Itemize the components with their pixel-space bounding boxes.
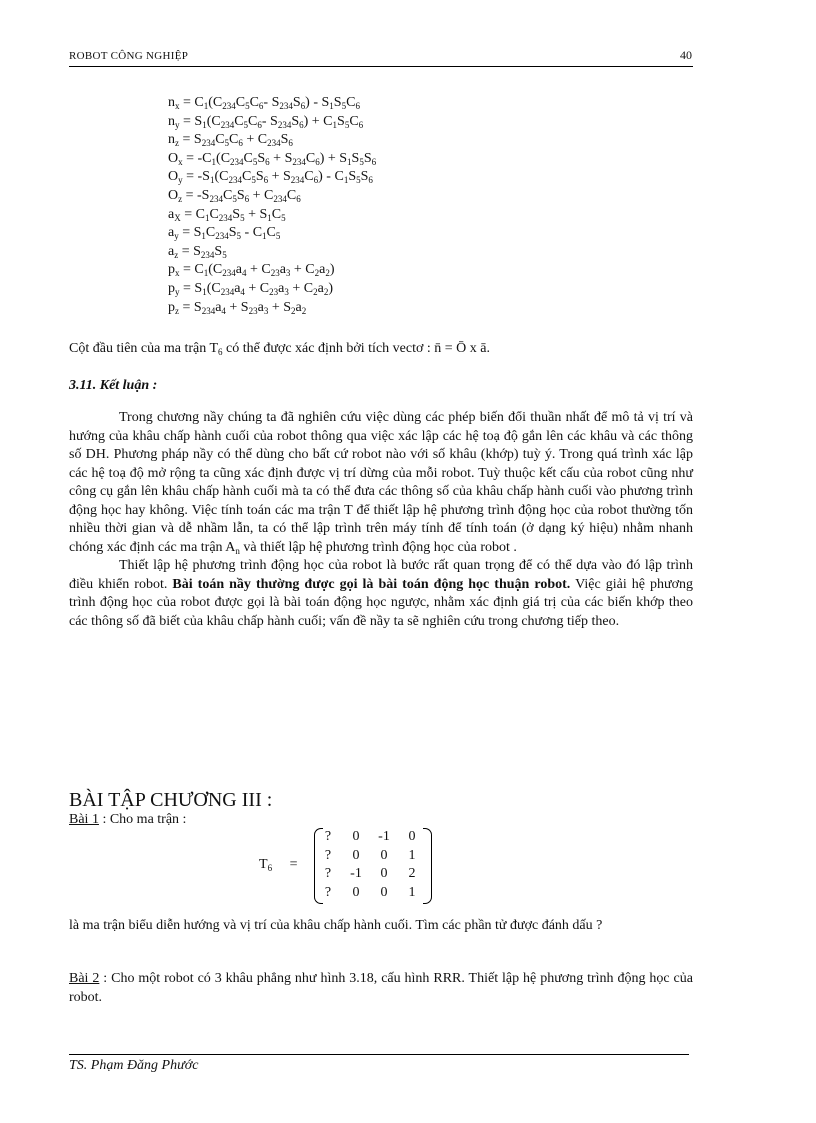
equation-segment: 2 — [301, 305, 307, 316]
equation-segment: 1 — [343, 175, 349, 186]
exercise-1-question: là ma trận biểu diễn hướng và vị trí của khâu chấp hành cuối. Tìm các phần tử được đánh dấu ? — [69, 918, 603, 933]
equation-segment: p — [168, 280, 175, 296]
p2-bold: Bài toán nầy thường được gọi là bài toán động học thuận robot. — [172, 576, 571, 592]
matrix-t6 — [314, 828, 432, 904]
equation-segment: y — [175, 286, 180, 297]
equation-segment: C — [266, 225, 276, 241]
equation-segment: = -C — [182, 150, 212, 166]
equation-segment: 1 — [204, 212, 210, 223]
equation-segment: 234 — [230, 156, 244, 167]
matrix-cell: -1 — [350, 866, 362, 881]
equation-segment: z — [175, 305, 179, 316]
equation-segment: a — [215, 299, 222, 315]
equation-segment: S — [363, 150, 372, 166]
equation-segment: O — [168, 150, 179, 166]
equation-segment: C — [241, 169, 252, 185]
equation-segment: a — [168, 243, 175, 259]
equation-line — [168, 150, 376, 169]
header-rule — [69, 66, 693, 67]
equation-line — [168, 94, 376, 113]
equation-segment: 5 — [359, 156, 364, 167]
equation-segment: + C — [288, 280, 314, 296]
p1-text-b: và thiết lập hệ phương trình động học của robot . — [239, 539, 517, 555]
equation-segment: C — [346, 95, 356, 110]
exercise-1-intro — [69, 812, 186, 828]
equation-segment: + S — [225, 299, 249, 315]
equation-segment: 5 — [275, 231, 281, 242]
equation-segment: S — [348, 169, 357, 185]
equation-line — [168, 113, 376, 132]
first-column-sub: 6 — [218, 347, 223, 357]
equation-segment: + C — [244, 280, 270, 296]
equation-segment: O — [168, 169, 179, 185]
matrix-cell: 1 — [408, 884, 416, 900]
equation-segment: S — [232, 206, 241, 222]
conclusion-body — [69, 409, 693, 631]
equation-segment: = C — [179, 262, 204, 278]
page-number: 40 — [680, 48, 692, 62]
matrix-cell: 0 — [352, 884, 360, 900]
equation-segment: ) - S — [305, 95, 330, 110]
equation-segment: (C — [208, 262, 223, 278]
equation-segment: 6 — [238, 138, 243, 149]
equation-segment: 6 — [257, 119, 262, 130]
equation-segment: ) — [329, 262, 335, 278]
equation-segment: 6 — [358, 119, 364, 130]
equation-segment: S — [360, 169, 369, 185]
equation-segment: S — [257, 150, 266, 166]
equation-segment: S — [228, 225, 237, 241]
equation-segment: 5 — [344, 119, 350, 130]
equation-segment: 1 — [203, 101, 209, 111]
equation-segment: 5 — [341, 101, 347, 111]
matrix-cell: ? — [324, 866, 332, 881]
kinematic-equations — [168, 94, 376, 317]
equation-segment: + C — [246, 262, 271, 278]
equation-segment: S — [351, 150, 360, 166]
equation-segment: 1 — [332, 119, 338, 130]
equation-segment: 2 — [323, 286, 329, 297]
equation-segment: = C — [180, 206, 205, 222]
running-header-title: ROBOT CÔNG NGHIỆP — [69, 50, 189, 62]
equation-segment: C — [248, 113, 258, 129]
equation-segment: + S — [268, 169, 291, 185]
equation-segment: C — [249, 95, 259, 110]
equation-segment: 234 — [222, 268, 236, 279]
equation-segment: x — [175, 268, 180, 279]
equation-segment: 6 — [368, 175, 373, 186]
equation-segment: 234 — [222, 101, 236, 111]
equation-segment: 234 — [228, 175, 242, 186]
equation-segment: a — [278, 280, 285, 296]
equation-segment: C — [271, 206, 282, 222]
equation-segment: 6 — [300, 101, 306, 111]
equation-segment: ) + C — [303, 113, 333, 129]
equation-segment: 2 — [314, 268, 320, 279]
equation-line — [168, 206, 376, 225]
matrix-cell: ? — [324, 884, 332, 900]
equation-segment: S — [337, 113, 345, 129]
equation-segment: 5 — [281, 212, 286, 223]
equation-segment: 23 — [270, 268, 280, 279]
equation-segment: + C — [249, 187, 274, 203]
equation-segment: 234 — [218, 212, 233, 223]
equation-segment: 6 — [263, 175, 269, 186]
matrix-sub: 6 — [267, 863, 273, 873]
equation-segment: 2 — [325, 268, 330, 279]
equation-segment: C — [205, 225, 216, 241]
equation-segment: 2 — [291, 305, 296, 316]
equation-segment: ) — [328, 280, 333, 296]
exercise-1-text: : Cho ma trận : — [98, 812, 187, 827]
equation-segment: + S — [244, 206, 268, 222]
matrix-cell: 0 — [380, 847, 388, 863]
equation-segment: + C — [290, 262, 315, 278]
homework-title: BÀI TẬP CHƯƠNG III : — [69, 789, 273, 811]
equation-segment: C — [304, 169, 314, 185]
equation-segment: 4 — [221, 305, 226, 316]
equation-segment: 1 — [329, 101, 334, 111]
equation-segment: (C — [206, 280, 221, 296]
exercise-2-label: Bài 2 — [69, 971, 100, 986]
p2-text-a: Thiết lập hệ phương trình động học của robot là bước rất quan trọng để có thể dựa vào đó lập trình điều khiển robot. — [69, 558, 693, 592]
equation-segment: a — [168, 225, 175, 241]
equation-segment: 1 — [201, 231, 206, 242]
equation-segment: S — [333, 95, 342, 110]
matrix-right-bracket — [423, 828, 432, 904]
equation-line — [168, 243, 376, 262]
footer-author: TS. Phạm Đăng Phước — [69, 1058, 199, 1073]
equation-segment: O — [168, 187, 179, 203]
equation-segment: C — [234, 113, 244, 129]
equation-segment: 3 — [263, 305, 269, 316]
equation-segment: S — [280, 132, 289, 148]
equation-segment: z — [178, 193, 183, 204]
equation-line — [168, 131, 376, 150]
equation-segment: 1 — [211, 156, 217, 167]
equation-segment: + S — [268, 299, 291, 315]
equation-segment: = S — [179, 299, 202, 315]
equation-segment: 5 — [224, 138, 230, 149]
equation-line — [168, 187, 376, 206]
equation-segment: 1 — [209, 175, 215, 186]
equation-segment: p — [168, 299, 175, 315]
equation-segment: y — [174, 231, 179, 242]
equation-segment: 6 — [355, 101, 360, 111]
p1-sub: n — [235, 545, 240, 556]
equation-segment: 234 — [200, 249, 215, 260]
equation-segment: 6 — [299, 119, 304, 130]
equation-segment: = -S — [182, 187, 210, 203]
equation-segment: 6 — [265, 156, 270, 167]
equation-segment: 6 — [313, 175, 319, 186]
equation-segment: 6 — [315, 156, 320, 167]
equation-segment: a — [168, 206, 175, 222]
equation-segment: 3 — [285, 268, 291, 279]
equation-segment: + S — [269, 150, 293, 166]
equation-segment: (C — [214, 169, 229, 185]
conclusion-paragraph-1 — [69, 409, 693, 557]
matrix-cell: ? — [324, 829, 332, 844]
equation-segment: 1 — [202, 119, 207, 130]
equation-segment: 5 — [252, 156, 258, 167]
equation-segment: 6 — [258, 101, 264, 111]
equation-segment: 5 — [251, 175, 256, 186]
equation-line — [168, 168, 376, 187]
equation-segment: - C — [241, 225, 263, 241]
equation-segment: z — [174, 249, 179, 260]
equation-segment: 6 — [371, 156, 377, 167]
equation-segment: = S — [179, 132, 202, 148]
equation-segment: 1 — [202, 286, 207, 297]
equation-segment: a — [257, 299, 264, 315]
equation-segment: 1 — [347, 156, 352, 167]
conclusion-paragraph-2 — [69, 557, 693, 631]
equation-segment: = S — [179, 113, 203, 129]
equation-segment: S — [214, 243, 223, 259]
equation-segment: 4 — [240, 286, 245, 297]
equation-segment: C — [229, 132, 239, 148]
equation-segment: = S — [179, 280, 203, 296]
equation-segment: (C — [216, 150, 231, 166]
equation-segment: = -S — [182, 169, 210, 185]
matrix-cell: 0 — [352, 829, 360, 844]
equation-segment: 6 — [244, 193, 250, 204]
equation-segment: S — [236, 187, 245, 203]
p1-text-a: Trong chương nầy chúng ta đã nghiên cứu việc dùng các phép biến đổi thuần nhất để mô tả vị trí và hướng của khâu chấp hành cuối của robot thông qua việc xác lập các hệ toạ độ gắn lên các khâu và các thông số DH. Phương pháp nầy có thể dùng cho bất cứ robot nào với số khâu (khớp) tuỳ ý. Trong quá trình xác lập các hệ toạ độ mở rộng ta cũng xác định được vị trí dừng của mỗi robot. Tuỳ thuộc kết cấu của robot cũng như công cụ gắn lên khâu chấp hành cuối mà ta có thể đưa các thông số của khâu chấp hành cuối vào phương trình động học hay không. Việc tính toán các ma trận T để thiết lập hệ phương trình động học của robot thường tốn nhiều thời gian và dễ nhầm lẫn, ta có thể lập trình trên máy tính để tính toán (ở dạng ký hiệu) nhằm nhanh chóng xác định các ma trận A — [69, 410, 693, 555]
equation-segment: 234 — [277, 119, 292, 130]
equation-segment: C — [349, 113, 359, 129]
equation-segment: y — [178, 175, 183, 186]
first-column-text-before: Cột đầu tiên của ma trận T — [69, 341, 219, 356]
equation-segment: 5 — [236, 231, 242, 242]
equation-segment: z — [175, 138, 179, 149]
equation-segment: 234 — [215, 231, 229, 242]
equation-segment: y — [175, 119, 180, 130]
equation-segment: (C — [206, 113, 221, 129]
equation-segment: - S — [261, 113, 278, 129]
equation-segment: 234 — [201, 138, 216, 149]
equation-segment: 234 — [267, 138, 281, 149]
equation-segment: 234 — [220, 286, 235, 297]
section-heading: 3.11. Kết luận : — [69, 378, 158, 393]
footer-rule — [69, 1054, 689, 1055]
equation-segment: C — [235, 95, 246, 110]
matrix-equals: = — [289, 857, 298, 872]
equation-segment: = S — [178, 243, 201, 259]
equation-line — [168, 224, 376, 243]
equation-segment: (C — [208, 95, 223, 110]
equation-segment: p — [168, 262, 175, 278]
equation-segment: 4 — [241, 268, 247, 279]
equation-segment: a — [235, 262, 242, 278]
equation-segment: 23 — [248, 305, 258, 316]
equation-segment: x — [178, 156, 183, 167]
equation-segment: S — [255, 169, 264, 185]
equation-segment: 234 — [292, 156, 306, 167]
equation-line — [168, 299, 376, 318]
matrix-cell: 1 — [408, 847, 416, 863]
equation-segment: 234 — [201, 305, 216, 316]
equation-segment: 234 — [209, 193, 223, 204]
matrix-cell: 0 — [380, 884, 388, 900]
equation-segment: 234 — [279, 101, 293, 111]
exercise-2 — [69, 970, 693, 1007]
exercise-2-text: : Cho một robot có 3 khâu phẳng như hình 3.18, cấu hình RRR. Thiết lập hệ phương trình động học của robot. — [69, 971, 693, 1005]
equation-segment: a — [234, 280, 241, 296]
equation-segment: C — [222, 187, 233, 203]
matrix-cell: 0 — [352, 847, 360, 863]
equation-segment: 5 — [232, 193, 237, 204]
equation-segment: C — [286, 187, 297, 203]
equation-segment: 5 — [356, 175, 361, 186]
equation-segment: 23 — [269, 286, 279, 297]
equation-segment: = C — [179, 95, 204, 110]
equation-segment: 1 — [267, 212, 272, 223]
equation-segment: - S — [263, 95, 280, 110]
equation-segment: ) + S — [319, 150, 348, 166]
equation-segment: 234 — [220, 119, 235, 130]
equation-segment: + C — [242, 132, 268, 148]
equation-segment: n — [168, 132, 175, 148]
equation-segment: 5 — [240, 212, 245, 223]
equation-line — [168, 261, 376, 280]
equation-segment: a — [317, 280, 324, 296]
equation-segment: a — [279, 262, 286, 278]
equation-segment: C — [209, 206, 219, 222]
equation-segment: 1 — [262, 231, 267, 242]
matrix-cell: ? — [324, 847, 332, 863]
equation-segment: a — [319, 262, 326, 278]
equation-segment: 6 — [296, 193, 301, 204]
equation-segment: C — [305, 150, 316, 166]
equation-segment: 2 — [313, 286, 318, 297]
exercise-1-label: Bài 1 — [69, 812, 99, 827]
first-column-text-after: có thể được xác định bởi tích vectơ : n̄ = Ō x ā. — [222, 341, 490, 356]
equation-segment: x — [175, 101, 180, 111]
equation-segment: = S — [178, 225, 202, 241]
equation-segment: 5 — [222, 249, 227, 260]
equation-line — [168, 280, 376, 299]
equation-segment: n — [168, 95, 175, 110]
equation-segment: ) - C — [318, 169, 344, 185]
equation-segment: 1 — [203, 268, 209, 279]
matrix-cell: -1 — [378, 829, 390, 844]
equation-segment: 5 — [245, 101, 250, 111]
matrix-cell: 0 — [380, 866, 388, 881]
matrix-symbol: T — [259, 857, 268, 872]
matrix-cell: 2 — [408, 866, 416, 881]
equation-segment: 3 — [284, 286, 289, 297]
equation-segment: 234 — [290, 175, 305, 186]
first-column-sentence — [69, 341, 490, 357]
equation-segment: S — [292, 95, 301, 110]
equation-segment: 5 — [243, 119, 249, 130]
equation-segment: X — [174, 212, 181, 223]
equation-segment: 6 — [288, 138, 293, 149]
equation-segment: n — [168, 113, 175, 129]
p2-text-b: Việc giải hệ phương trình động học của robot được gọi là bài toán động học ngược, nhằm xác định giá trị của các biến khớp theo các thông số đã biết của khâu chấp hành cuối; vấn đề nầy ta sẽ nghiên cứu trong chương tiếp theo. — [69, 576, 693, 629]
equation-segment: C — [215, 132, 225, 148]
matrix-label — [259, 857, 297, 873]
matrix-cell: 0 — [408, 829, 416, 844]
equation-segment: C — [243, 150, 253, 166]
equation-segment: S — [291, 113, 300, 129]
equation-segment: 234 — [273, 193, 287, 204]
equation-segment: a — [295, 299, 302, 315]
